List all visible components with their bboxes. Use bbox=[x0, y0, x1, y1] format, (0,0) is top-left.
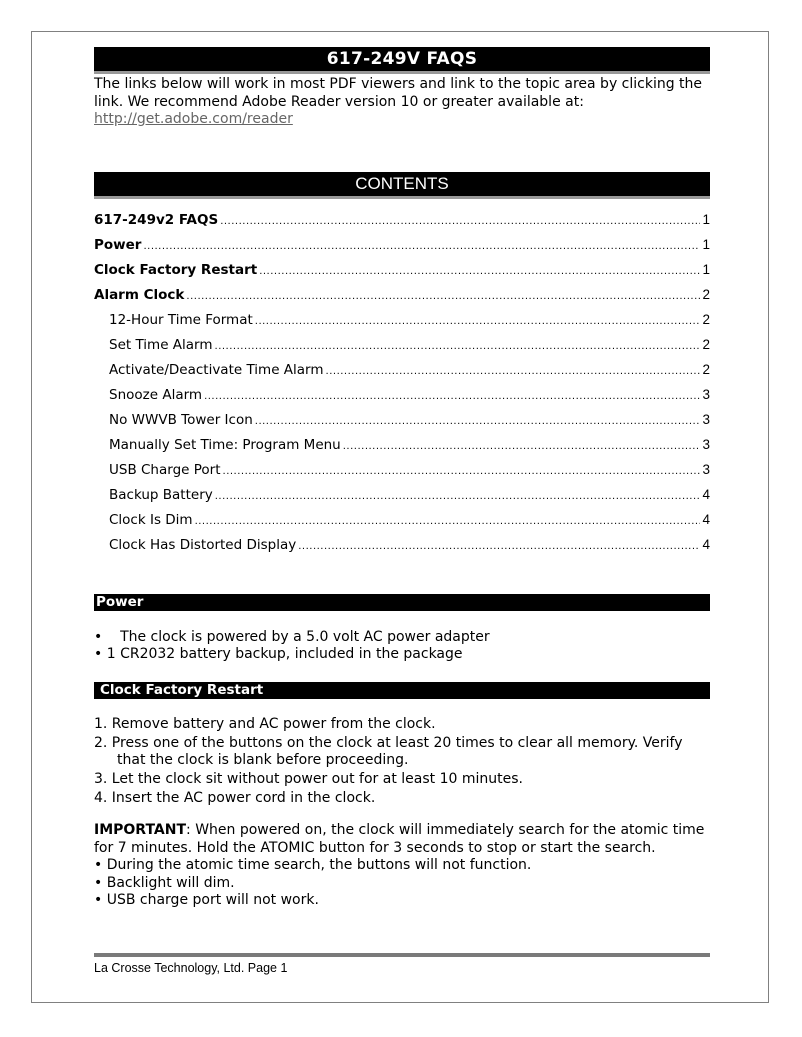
list-item: • During the atomic time search, the buttons will not function. bbox=[94, 857, 532, 873]
toc-entry[interactable]: Alarm Clock ..... 2 bbox=[94, 287, 710, 312]
page-footer: La Crosse Technology, Ltd. Page 1 bbox=[94, 961, 288, 975]
important-note bbox=[94, 822, 714, 910]
toc-entry[interactable]: Power ..... 1 bbox=[94, 237, 710, 262]
important-text: : When powered on, the clock will immediately search for the atomic time for 7 minutes. Hold the ATOMIC button for 3 seconds to stop or start the search. bbox=[94, 822, 705, 856]
restart-steps bbox=[94, 716, 714, 809]
toc-entry[interactable]: Backup Battery ..... 4 bbox=[94, 487, 710, 512]
toc-entry[interactable]: Clock Factory Restart ..... 1 bbox=[94, 262, 710, 287]
list-item: • 1 CR2032 battery backup, included in the package bbox=[94, 646, 463, 662]
list-item: • The clock is powered by a 5.0 volt AC power adapter bbox=[94, 629, 490, 645]
toc-entry[interactable]: USB Charge Port ..... 3 bbox=[94, 462, 710, 487]
table-of-contents bbox=[94, 212, 710, 562]
contents-heading: CONTENTS bbox=[94, 172, 710, 196]
footer-rule bbox=[94, 953, 710, 957]
power-bullet-list bbox=[94, 629, 714, 663]
toc-entry[interactable]: Set Time Alarm ..... 2 bbox=[94, 337, 710, 362]
document-page bbox=[31, 31, 769, 1003]
list-item: 1. Remove battery and AC power from the clock. bbox=[94, 716, 436, 732]
intro-paragraph bbox=[94, 76, 714, 129]
toc-entry[interactable]: Snooze Alarm ..... 3 bbox=[94, 387, 710, 412]
toc-entry[interactable]: No WWVB Tower Icon ..... 3 bbox=[94, 412, 710, 437]
toc-entry[interactable]: 12-Hour Time Format ..... 2 bbox=[94, 312, 710, 337]
toc-entry[interactable]: Activate/Deactivate Time Alarm ..... 2 bbox=[94, 362, 710, 387]
important-label: IMPORTANT bbox=[94, 822, 187, 838]
toc-entry[interactable]: 617-249v2 FAQS ..... 1 bbox=[94, 212, 710, 237]
toc-entry[interactable]: Manually Set Time: Program Menu ..... 3 bbox=[94, 437, 710, 462]
document-title: 617-249V FAQS bbox=[94, 47, 710, 71]
list-item: • Backlight will dim. bbox=[94, 874, 235, 891]
list-item: 4. Insert the AC power cord in the clock. bbox=[94, 790, 376, 806]
toc-entry[interactable]: Clock Is Dim ..... 4 bbox=[94, 512, 710, 537]
intro-text: The links below will work in most PDF viewers and link to the topic area by clicking the link. We recommend Adobe Reader version 10 or greater available at: bbox=[94, 76, 703, 110]
adobe-reader-link[interactable]: http://get.adobe.com/reader bbox=[94, 111, 293, 127]
list-item: 3. Let the clock sit without power out for at least 10 minutes. bbox=[94, 771, 523, 787]
list-item: 2. Press one of the buttons on the clock at least 20 times to clear all memory. Verify that the clock is blank before proceeding. bbox=[94, 735, 683, 768]
toc-entry[interactable]: Clock Has Distorted Display ..... 4 bbox=[94, 537, 710, 562]
restart-heading: Clock Factory Restart bbox=[94, 682, 710, 699]
list-item: • USB charge port will not work. bbox=[94, 892, 319, 908]
power-heading: Power bbox=[94, 594, 710, 611]
